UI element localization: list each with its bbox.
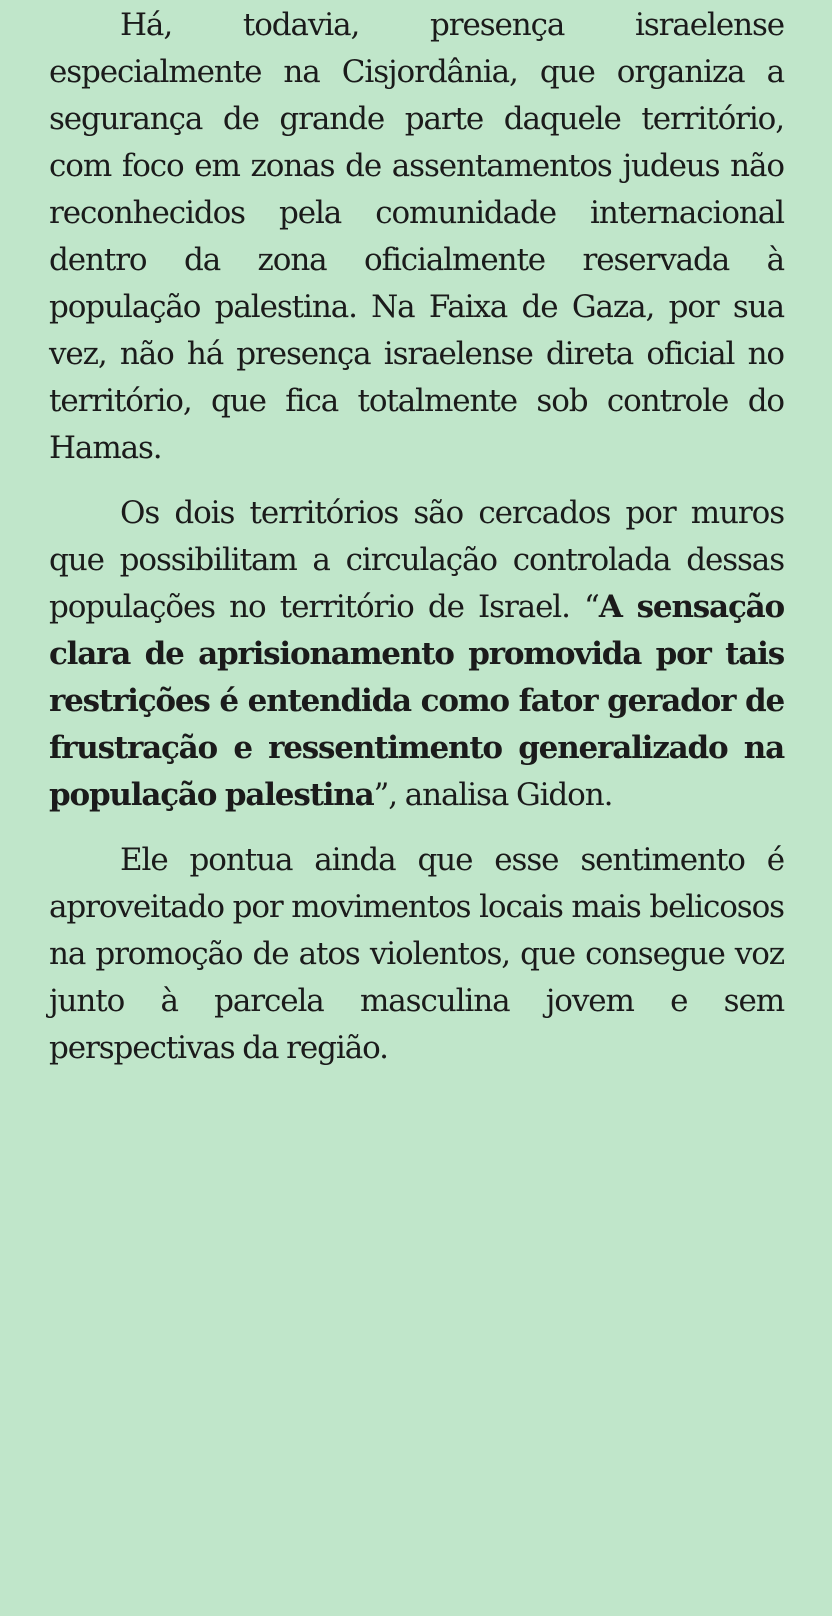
article-body: [49, 2, 784, 1090]
paragraph-1: [49, 2, 784, 472]
paragraph-3: [49, 837, 784, 1072]
paragraph-2-quote: A sensação clara de aprisionamento promovida por tais restrições é entendida como fator gerador de frustração e ressentimento generalizado na população palestina: [49, 589, 784, 813]
paragraph-2-text-end: ”, analisa Gidon.: [373, 777, 613, 813]
paragraph-3-text: Ele pontua ainda que esse sentimento é aproveitado por movimentos locais mais belicosos na promoção de atos violentos, que consegue voz junto à parcela masculina jovem e sem perspectivas da região.: [49, 842, 784, 1066]
paragraph-1-text: Há, todavia, presença israelense especialmente na Cisjordânia, que organiza a segurança de grande parte daquele território, com foco em zonas de assentamentos judeus não reconhecidos pela comunidade internacional dentro da zona oficialmente reservada à população palestina. Na Faixa de Gaza, por sua vez, não há presença israelense direta oficial no território, que fica totalmente sob controle do Hamas.: [49, 7, 784, 466]
paragraph-2: [49, 490, 784, 819]
paragraph-2-text-start: Os dois territórios são cercados por muros que possibilitam a circulação controlada dessas populações no território de Israel. “: [49, 495, 784, 625]
